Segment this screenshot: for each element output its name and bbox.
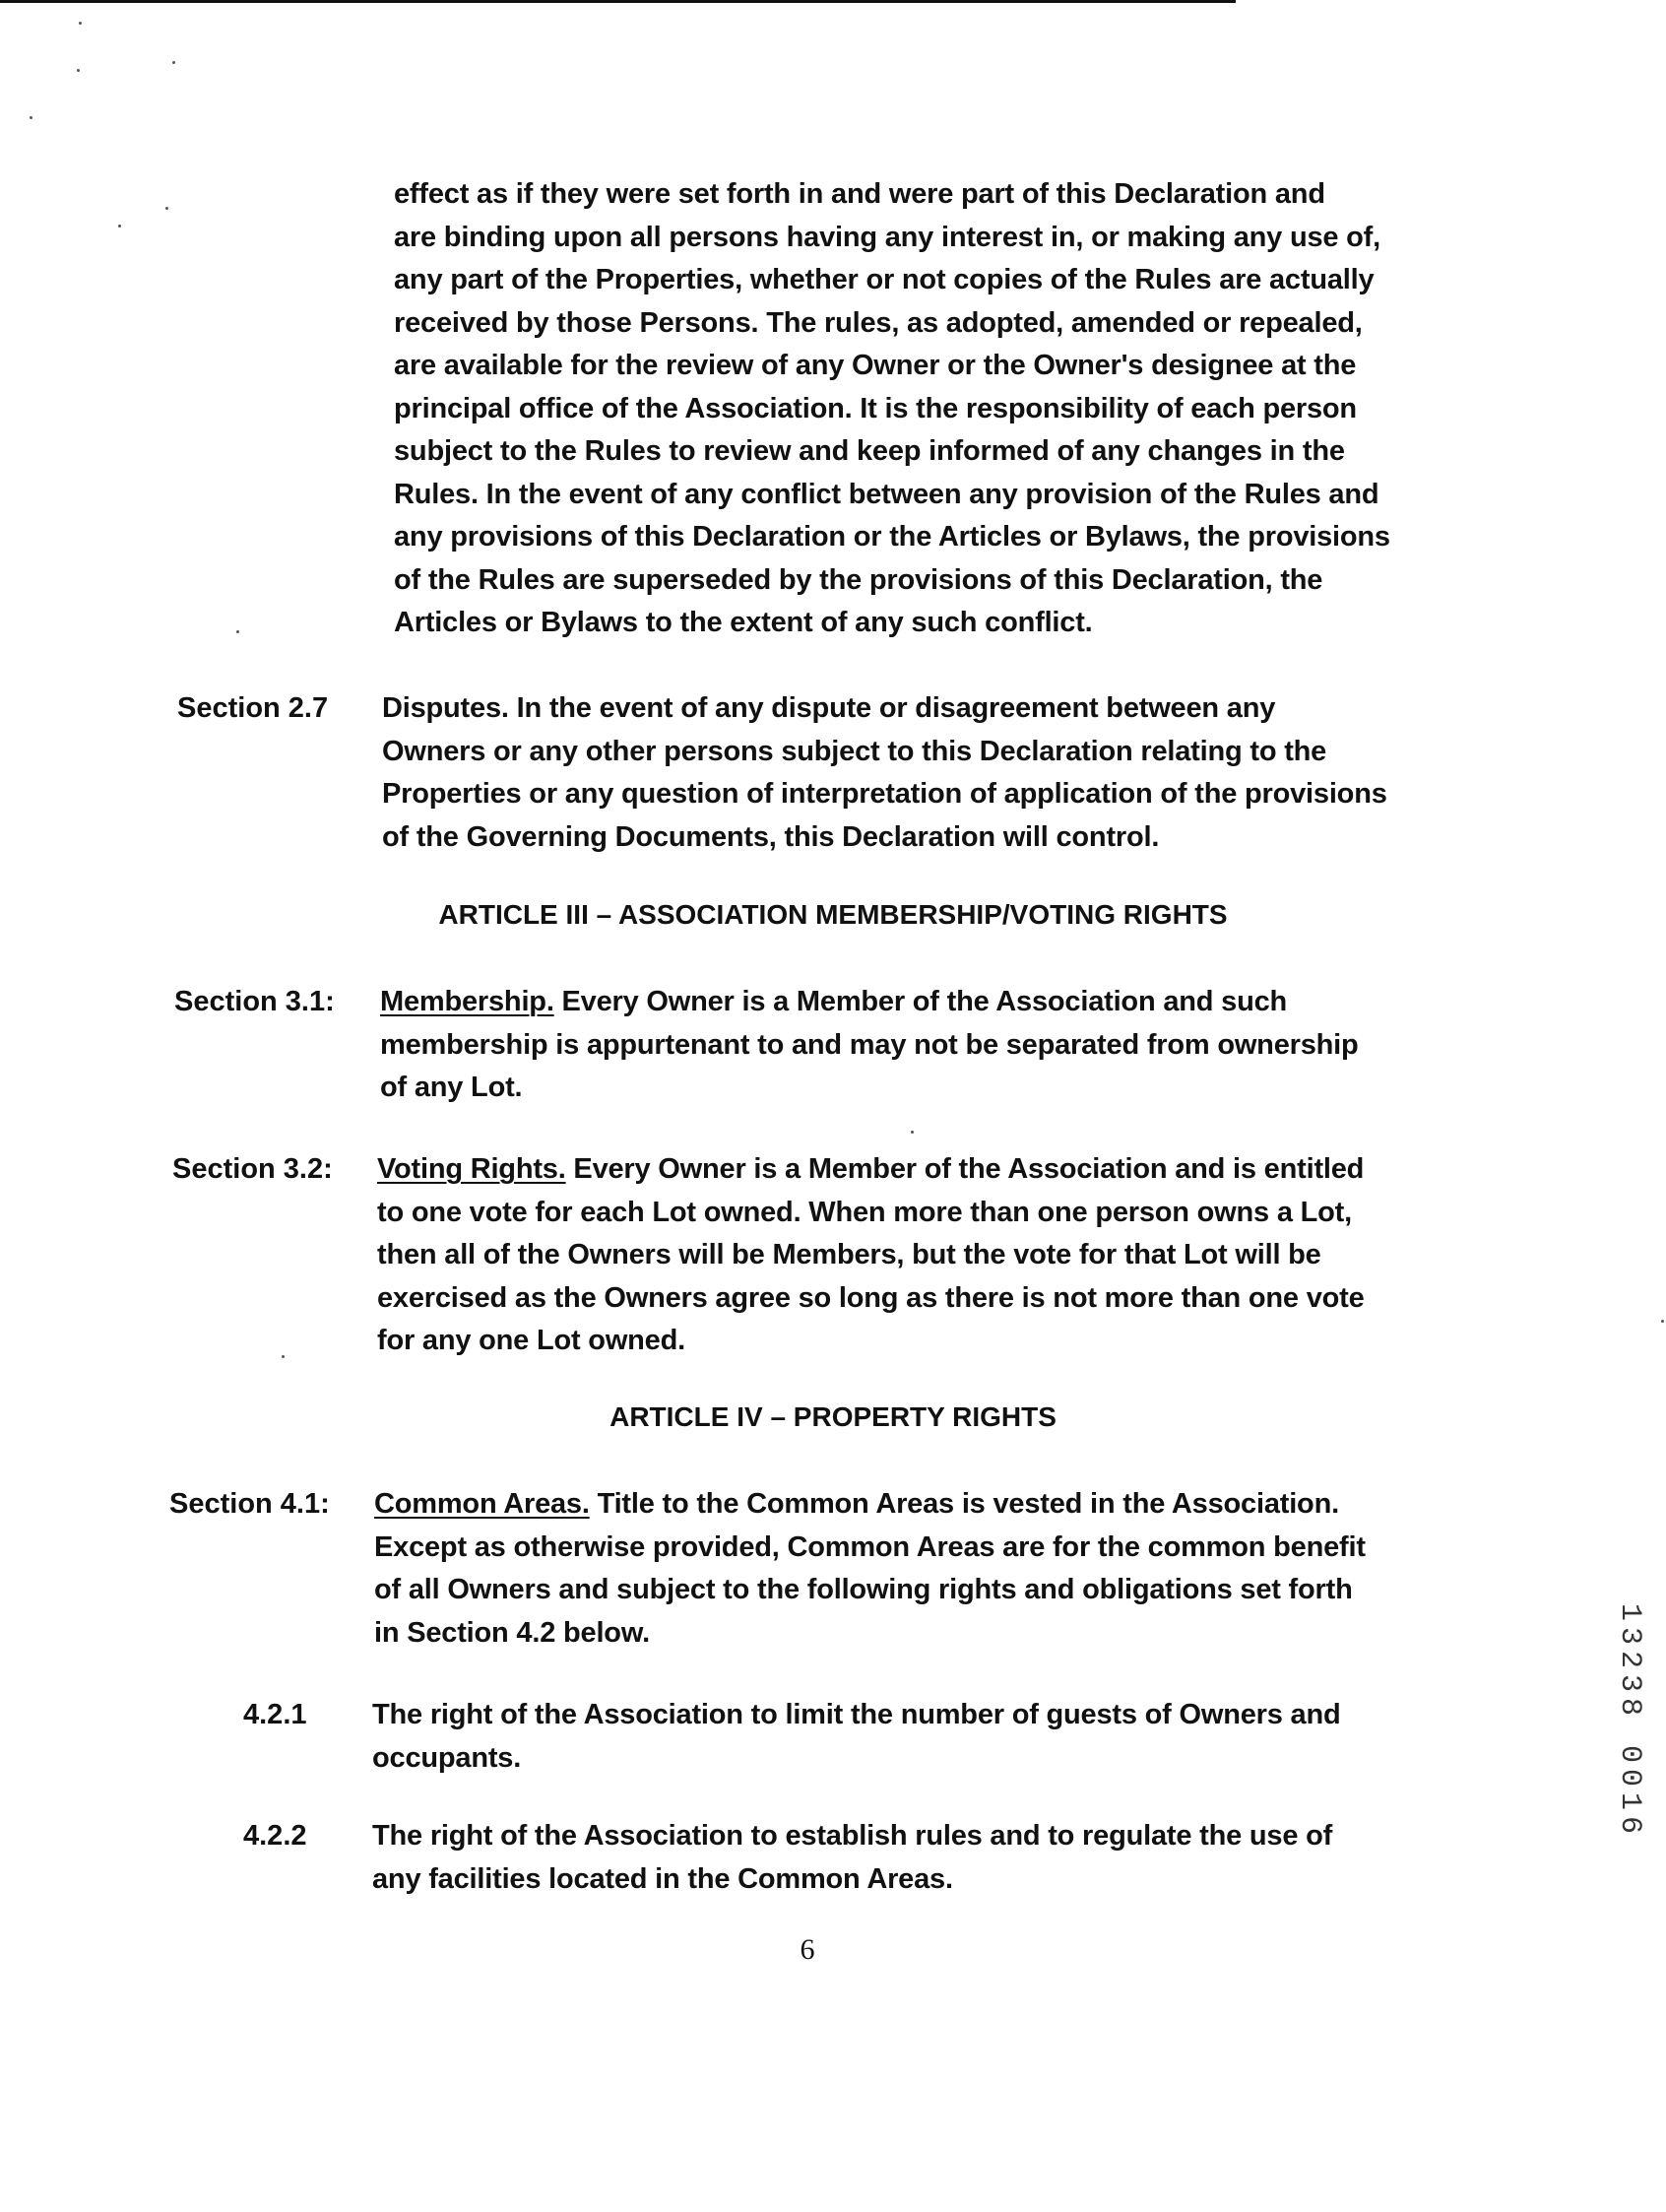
page-number: 6	[800, 1933, 815, 1966]
recording-stamp	[1615, 1603, 1650, 1879]
section-4-1-label: Section 4.1:	[169, 1488, 330, 1520]
paragraph-line: subject to the Rules to review and keep informed of any changes in the	[394, 435, 1345, 467]
paragraph-line: Articles or Bylaws to the extent of any such conflict.	[394, 607, 1093, 638]
section-3-2-title: Voting Rights.	[377, 1153, 566, 1185]
paragraph-line: The right of the Association to establish rules and to regulate the use of	[372, 1820, 1333, 1852]
paragraph-line: any part of the Properties, whether or not copies of the Rules are actually	[394, 264, 1375, 295]
article-3-heading: ARTICLE III – ASSOCIATION MEMBERSHIP/VOTING RIGHTS	[438, 899, 1228, 930]
section-4-1-body	[374, 1483, 1366, 1655]
section-3-1-title: Membership.	[380, 986, 554, 1017]
paragraph-line: are available for the review of any Owner or the Owner's designee at the	[394, 350, 1357, 381]
section-2-7-label: Section 2.7	[177, 692, 329, 724]
paragraph-line: of all Owners and subject to the following rights and obligations set forth	[374, 1574, 1353, 1605]
section-2-7-first-line-text: In the event of any dispute or disagreement between any	[508, 692, 1276, 724]
item-4-2-2-label: 4.2.2	[243, 1820, 307, 1852]
item-4-2-2-body	[372, 1815, 1332, 1901]
section-2-7-title: Disputes.	[382, 692, 509, 724]
recording-stamp-text: 13238 0016	[1613, 1603, 1646, 1841]
section-first-line	[380, 981, 1359, 1024]
paragraph-line: in Section 4.2 below.	[374, 1616, 650, 1649]
section-3-1-first-line-text: Every Owner is a Member of the Association and such	[553, 986, 1288, 1017]
paragraph-line: principal office of the Association. It is the responsibility of each person	[394, 392, 1357, 424]
section-4-1-first-line-text: Title to the Common Areas is vested in the Association.	[589, 1488, 1339, 1520]
paragraph-line: of the Rules are superseded by the provisions of this Declaration, the	[394, 563, 1323, 596]
section-first-line	[382, 687, 1387, 731]
item-4-2-1-label: 4.2.1	[243, 1699, 307, 1730]
section-2-7-body	[382, 687, 1387, 859]
paragraph-line: then all of the Owners will be Members, but the vote for that Lot will be	[377, 1239, 1321, 1270]
paragraph-line: occupants.	[372, 1741, 522, 1774]
paragraph-line: are binding upon all persons having any interest in, or making any use of,	[394, 221, 1380, 253]
paragraph-line: Owners or any other persons subject to this Declaration relating to the	[382, 735, 1327, 767]
paragraph-line: membership is appurtenant to and may not be separated from ownership	[380, 1028, 1359, 1061]
section-first-line	[374, 1483, 1366, 1527]
item-4-2-1-body	[372, 1694, 1340, 1780]
paragraph-line: effect as if they were set forth in and were part of this Declaration and	[394, 178, 1325, 210]
paragraph-line: any facilities located in the Common Areas.	[372, 1862, 953, 1895]
section-3-2-body	[377, 1148, 1365, 1363]
paragraph-line: Rules. In the event of any conflict between any provision of the Rules and	[394, 478, 1379, 510]
paragraph-line: Except as otherwise provided, Common Areas are for the common benefit	[374, 1530, 1366, 1563]
section-3-1-label: Section 3.1:	[174, 986, 335, 1017]
paragraph-line: Properties or any question of interpretation of application of the provisions	[382, 778, 1387, 810]
section-first-line	[377, 1148, 1365, 1192]
intro-paragraph	[394, 173, 1390, 645]
paragraph-line: exercised as the Owners agree so long as there is not more than one vote	[377, 1281, 1365, 1314]
section-3-1-body	[380, 981, 1359, 1110]
paragraph-line: for any one Lot owned.	[377, 1325, 685, 1356]
article-4-heading: ARTICLE IV – PROPERTY RIGHTS	[609, 1401, 1057, 1432]
paragraph-line: to one vote for each Lot owned. When more than one person owns a Lot,	[377, 1196, 1352, 1228]
scan-top-border	[0, 0, 1236, 3]
section-4-1-title: Common Areas.	[374, 1488, 590, 1520]
section-3-2-first-line-text: Every Owner is a Member of the Association and is entitled	[565, 1153, 1365, 1185]
section-3-2-label: Section 3.2:	[172, 1153, 333, 1185]
paragraph-line: of the Governing Documents, this Declaration will control.	[382, 820, 1160, 853]
paragraph-line: received by those Persons. The rules, as adopted, amended or repealed,	[394, 306, 1363, 339]
paragraph-line: any provisions of this Declaration or the Articles or Bylaws, the provisions	[394, 521, 1390, 553]
paragraph-line: The right of the Association to limit the number of guests of Owners and	[372, 1699, 1341, 1730]
paragraph-line: of any Lot.	[380, 1072, 523, 1103]
